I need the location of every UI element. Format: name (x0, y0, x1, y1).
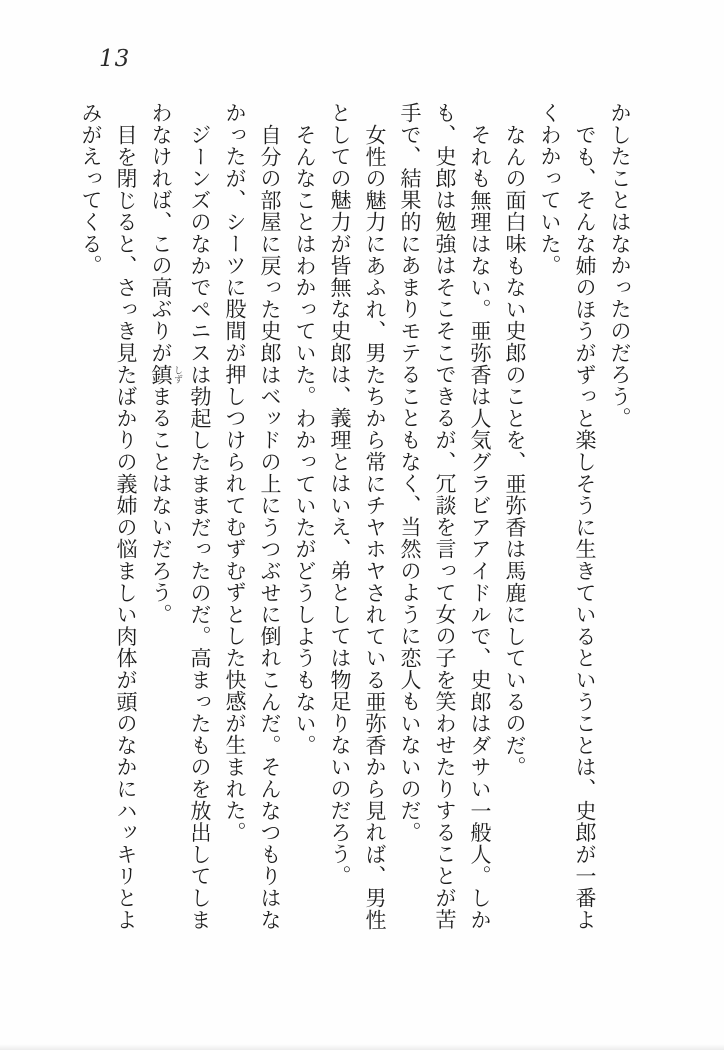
text-line: かしたことはなかったのだろう。 (608, 102, 632, 429)
text-line: ジーンズのなかでペニスは勃起したままだったのだ。高まったものを放出してしま (188, 124, 212, 931)
page-number: 13 (99, 46, 131, 72)
text-line: そんなことはわかっていた。わかっていたがどうしようもない。 (293, 124, 317, 757)
text-line: でも、そんな姉のほうがずっと楽しそうに生きているということは、史郎が一番よ (573, 124, 597, 931)
text-line: なんの面白味もない史郎のことを、亜弥香は馬鹿にしているのだ。 (503, 124, 527, 778)
text-line: くわかっていた。 (538, 102, 562, 277)
text-line: みがえってくる。 (79, 102, 103, 277)
text-line: かったが、シーツに股間が押しつけられてむずむずとした快感が生まれた。 (223, 102, 247, 844)
text-line: 自分の部屋に戻った史郎はベッドの上にうつぶせに倒れこんだ。そんなつもりはな (258, 124, 282, 931)
text-line: も、史郎は勉強はそこそこできるが、冗談を言って女の子を笑わせたりすることが苦 (433, 102, 457, 931)
text-line: わなければ、この高ぶりが鎮 しずまることはないだろう。 (149, 102, 182, 626)
text-line: 目を閉じると、さっき見たばかりの義姉の悩ましい肉体が頭のなかにハッキリとよ (114, 124, 138, 931)
text-line: としての魅力が皆無な史郎は、義理とはいえ、弟としては物足りないのだろう。 (328, 102, 352, 887)
text-line: それも無理はない。亜弥香は人気グラビアアイドルで、史郎はダサい一般人。しか (468, 124, 492, 931)
text-line: 女性の魅力にあふれ、男たちから常にチヤホヤされている亜弥香から見れば、男性 (363, 124, 387, 931)
text-line: 手で、結果的にあまりモテることもなく、当然のように恋人もいないのだ。 (398, 102, 422, 844)
ruby-annotated-kanji: 鎮 しず (149, 363, 182, 386)
page-bottom-edge (0, 1044, 724, 1050)
main-text (73, 102, 637, 947)
